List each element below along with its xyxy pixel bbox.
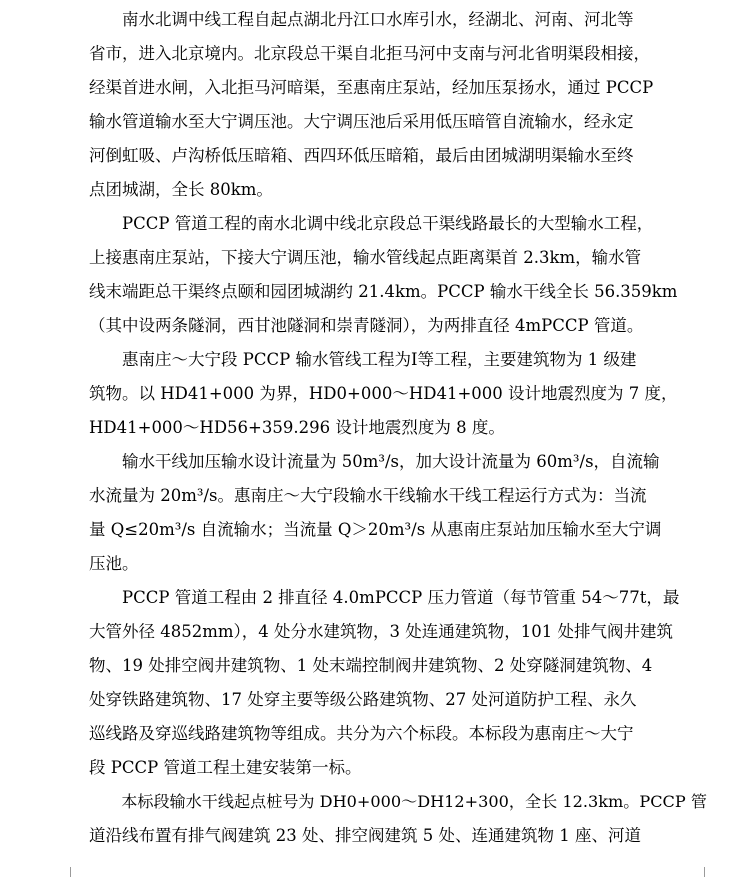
text-line: 上接惠南庄泵站，下接大宁调压池，输水管线起点距离渠首 2.3km，输水管 — [89, 248, 642, 267]
body-text — [89, 3, 707, 853]
text-line: 物、19 处排空阀井建筑物、1 处末端控制阀井建筑物、2 处穿隧洞建筑物、4 — [89, 656, 653, 675]
text-line: 筑物。以 HD41+000 为界，HD0+000～HD41+000 设计地震烈度为 7 度， — [89, 384, 678, 403]
text-line: PCCP 管道工程的南水北调中线北京段总干渠线路最长的大型输水工程， — [89, 214, 654, 233]
text-line: 段 PCCP 管道工程土建安装第一标。 — [89, 758, 362, 777]
text-line: 河倒虹吸、卢沟桥低压暗箱、西四环低压暗箱，最后由团城湖明渠输水至终 — [89, 146, 634, 165]
text-line: 惠南庄～大宁段 PCCP 输水管线工程为Ⅰ等工程，主要建筑物为 1 级建 — [89, 350, 637, 369]
text-line: 巡线路及穿巡线路建筑物等组成。共分为六个标段。本标段为惠南庄～大宁 — [89, 724, 634, 743]
text-line: 省市，进入北京境内。北京段总干渠自北拒马河中支南与河北省明渠段相接， — [89, 44, 650, 63]
page-corner-mark-right — [704, 867, 715, 877]
text-line: 道沿线布置有排气阀建筑 23 处、排空阀建筑 5 处、连通建筑物 1 座、河道 — [89, 826, 641, 845]
text-line: 大管外径 4852mm），4 处分水建筑物，3 处连通建筑物，101 处排气阀井建筑 — [89, 622, 674, 641]
text-line: （其中设两条隧洞，西甘池隧洞和崇青隧洞），为两排直径 4mPCCP 管道。 — [89, 316, 644, 335]
text-line: 经渠首进水闸，入北拒马河暗渠，至惠南庄泵站，经加压泵扬水，通过 PCCP — [89, 78, 654, 97]
text-line: 本标段输水干线起点桩号为 DH0+000～DH12+300，全长 12.3km。PCCP 管 — [89, 792, 707, 811]
text-line: 量 Q≤20m³/s 自流输水；当流量 Q＞20m³/s 从惠南庄泵站加压输水至大宁调 — [89, 520, 662, 539]
text-line: 南水北调中线工程自起点湖北丹江口水库引水，经湖北、河南、河北等 — [89, 10, 634, 29]
text-line: 线末端距总干渠终点颐和园团城湖约 21.4km。PCCP 输水干线全长 56.359km — [89, 282, 678, 301]
text-line: 点团城湖，全长 80km。 — [89, 180, 273, 199]
text-line: PCCP 管道工程由 2 排直径 4.0mPCCP 压力管道（每节管重 54～77t，最 — [89, 588, 680, 607]
text-line: 处穿铁路建筑物、17 处穿主要等级公路建筑物、27 处河道防护工程、永久 — [89, 690, 637, 709]
text-line: 水流量为 20m³/s。惠南庄～大宁段输水干线输水干线工程运行方式为：当流 — [89, 486, 647, 505]
text-line: 压池。 — [89, 554, 139, 573]
page-corner-mark-left — [60, 867, 71, 877]
text-line: HD41+000～HD56+359.296 设计地震烈度为 8 度。 — [89, 418, 505, 437]
text-line: 输水管道输水至大宁调压池。大宁调压池后采用低压暗管自流输水，经永定 — [89, 112, 634, 131]
text-line: 输水干线加压输水设计流量为 50m³/s，加大设计流量为 60m³/s，自流输 — [89, 452, 660, 471]
